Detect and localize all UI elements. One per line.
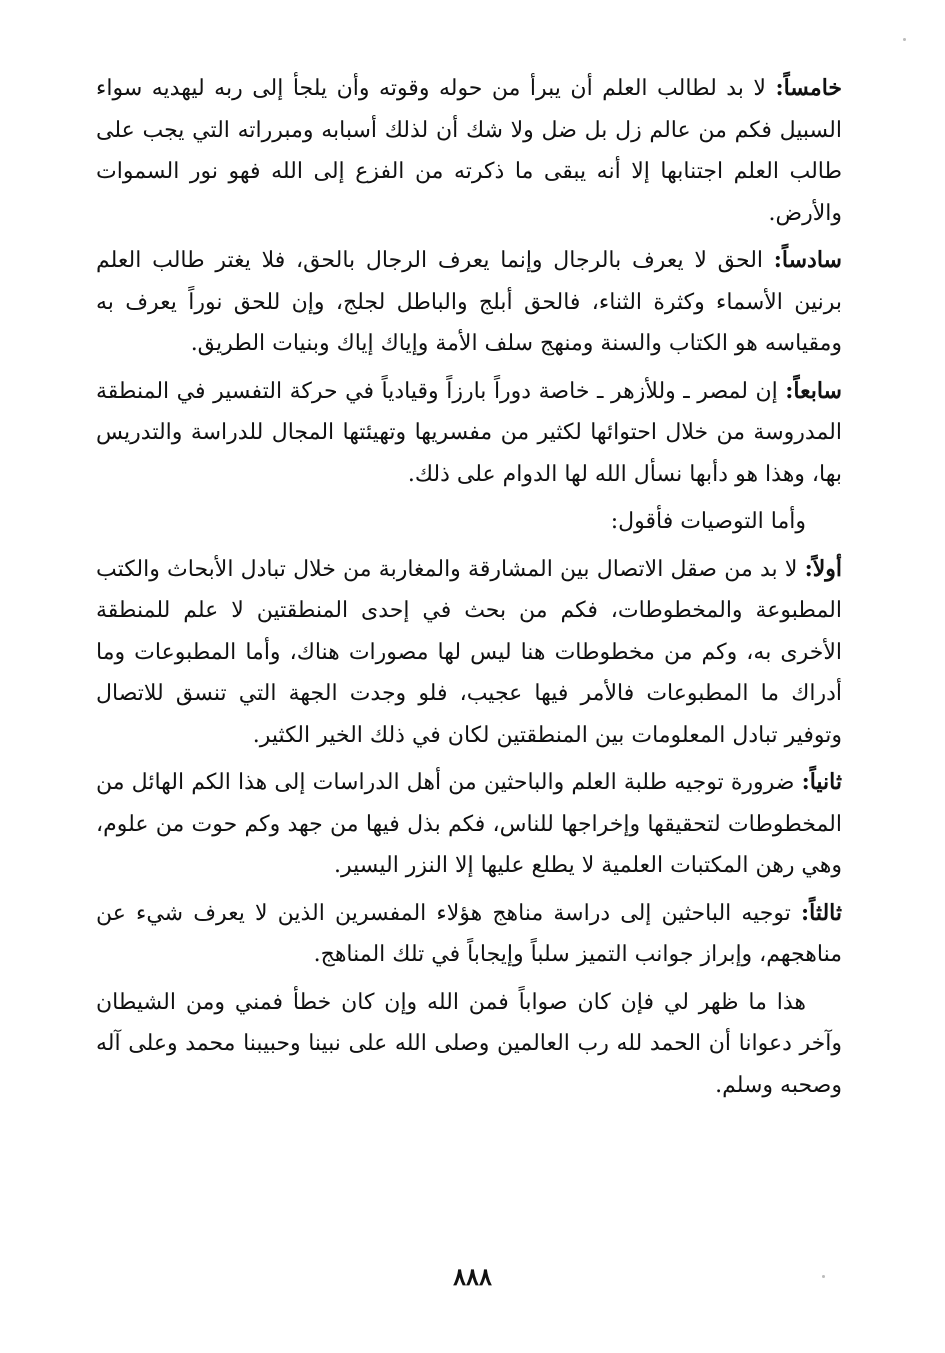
paragraph-heading: سابعاً: — [785, 377, 842, 404]
paragraph-text: لا بد لطالب العلم أن يبرأ من حوله وقوته وأن يلجأ إلى ربه ليهديه سواء السبيل فكم من عالم زل بل ضل ولا شك أن لذلك أسبابه ومبرراته التي يجب على طالب العلم اجتنابها إلا أنه يبقى ما ذكرته من الفزع إلى الله فهو نور السموات والأرض. — [96, 76, 842, 226]
paragraph-text: لا بد من صقل الاتصال بين المشارقة والمغاربة من خلال تبادل الأبحاث والكتب المطبوعة والمخطوطات، فكم من بحث في إحدى المنطقتين لا علم للمنطقة الأخرى به، وكم من مخطوطات هنا ليس لها مصورات هناك، وأما المطبوعات وما أدراك ما المطبوعات فالأمر فيها عجيب، فلو وجدت الجهة التي تنسق للاتصال وتوفير تبادل المعلومات بين المنطقتين لكان في ذلك الخير الكثير. — [96, 556, 842, 748]
paragraph-heading: خامساً: — [775, 75, 842, 101]
paragraph-text: إن لمصر ـ وللأزهر ـ خاصة دوراً بارزاً وقيادياً في حركة التفسير في المنطقة المدروسة من خلال احتوائها لكثير من مفسريها وتهيئتها المجال للدراسة والتدريس بها، وهذا هو دأبها نسأل الله لها الدوام على ذلك. — [96, 378, 842, 487]
conclusion-seventh — [96, 371, 842, 496]
paragraph-text: الحق لا يعرف بالرجال وإنما يعرف الرجال بالحق، فلا يغتر طالب العلم برنين الأسماء وكثرة الثناء، فالحق أبلج والباطل لجلج، وإن للحق نوراً يعرف به ومقياسه هو الكتاب والسنة ومنهج سلف الأمة وإياك إياك وبنيات الطريق. — [96, 248, 842, 356]
scan-speck — [822, 1275, 825, 1278]
paragraph-heading: ثالثاً: — [801, 899, 842, 926]
paragraph-heading: سادساً: — [773, 247, 842, 273]
recommendation-first — [96, 549, 842, 757]
paragraph-text: توجيه الباحثين إلى دراسة مناهج هؤلاء المفسرين الذين لا يعرف شيء عن مناهجهم، وإبراز جوانب التميز سلباً وإيجاباً في تلك المناهج. — [96, 900, 842, 967]
scan-speck — [903, 38, 906, 41]
paragraph-text: وأما التوصيات فأقول: — [610, 509, 806, 534]
recommendation-third — [96, 893, 842, 976]
paragraph-heading: أولاً: — [804, 555, 842, 582]
paragraph-heading: ثانياً: — [801, 769, 842, 795]
conclusion-fifth — [96, 68, 842, 234]
recommendation-second — [96, 762, 842, 887]
paragraph-text: ضرورة توجيه طلبة العلم والباحثين من أهل الدراسات إلى هذا الكم الهائل من المخطوطات لتحقيقها وإخراجها للناس، فكم بذل فيها من جهد وكم حوت من علوم، وهي رهن المكتبات العلمية لا يطلع عليها إلا النزر اليسير. — [96, 770, 842, 878]
page-body — [96, 68, 842, 1112]
page-number: ٨٨٨ — [453, 1262, 492, 1291]
recommendations-intro — [96, 501, 842, 543]
paragraph-text: هذا ما ظهر لي فإن كان صواباً فمن الله وإن كان خطأ فمني ومن الشيطان وآخر دعوانا أن الحمد لله رب العالمين وصلى الله على نبينا وحبيبنا محمد وعلى آله وصحبه وسلم. — [96, 989, 842, 1098]
conclusion-sixth — [96, 240, 842, 365]
closing-paragraph — [96, 982, 842, 1107]
